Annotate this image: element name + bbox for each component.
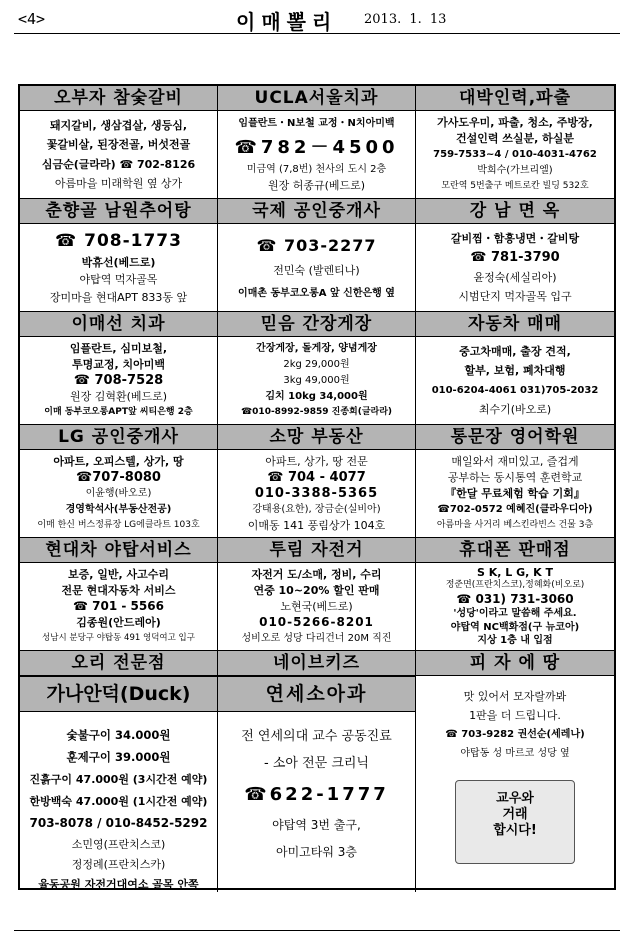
ad-phone: 010-3388-5365 [254,486,379,501]
ad-title: 오부자 참숯갈비 [20,86,217,111]
ad-phone: ☎ 708-7528 [73,373,164,388]
ad-line: 윤정숙(세실리아) [473,270,557,284]
ad-phone: 759-7533~4 / 010-4031-4762 [433,149,597,160]
ad-cell [20,651,218,892]
trade-with-parishioners-stamp [455,780,575,864]
ad-line: 정정례(프란치스카) [71,858,166,871]
stamp-line: 합시다! [493,823,537,838]
ad-title: 투림 자전거 [218,538,415,563]
ad-line: 보증, 일반, 사고수리 [67,568,170,581]
ad-phone: ☎ 031) 731-3060 [456,592,574,607]
ad-cell [416,538,614,651]
ad-line: S K, L G, K T [476,565,554,579]
ad-phone: ☎ 708-1773 [55,230,182,251]
stamp-line: 교우와 [496,791,534,806]
ad-phone: ☎010-8992-9859 진종희(글라라) [240,407,393,417]
ad-cell [218,538,416,651]
ad-cell [416,86,614,199]
ad-phone: 심금순(글라라) ☎ 702-8126 [41,157,196,171]
ad-line: 야탑역 3번 출구, [272,818,361,832]
ad-line: 연중 10~20% 할인 판매 [253,584,380,597]
header-rule [14,33,620,34]
ad-line: 시범단지 먹자골목 입구 [458,289,572,303]
ad-line: 경영학석사(부동산전공) [65,504,172,515]
ad-title: 현대차 야탑서비스 [20,538,217,563]
ad-title: 대박인력,파출 [416,86,614,111]
ad-line: 자전거 도/소매, 정비, 수리 [251,568,382,581]
ad-phone: ☎622-1777 [244,784,389,805]
ad-cell [218,651,416,892]
ad-cell [218,425,416,538]
ad-line: 숯불구이 34.000원 [66,728,171,742]
ad-line: 박휴선(베드로) [81,255,156,269]
ad-line: 전 연세의대 교수 공동진료 [241,729,392,744]
ad-line: 한방백숙 47.000원 (1시간전 예약) [29,795,208,808]
ad-line: 야탑역 NC백화점(구 뉴코아) [450,621,580,633]
ad-phone: ☎782－4500 [234,137,399,159]
ad-line: 진흙구이 47.000원 (3시간전 예약) [29,773,208,786]
ad-line: 3kg 49,000원 [283,375,350,386]
ad-line: 중고차매매, 출장 견적, [459,345,571,359]
ad-line: 매일와서 재미있고, 즐겁게 [451,455,579,468]
newsletter-title: 이매뽈리 [236,10,338,34]
ad-line: 아름마을 사거리 베스킨라빈스 건물 3층 [436,520,594,530]
ad-title: 이매선 치과 [20,312,217,337]
ad-line: 박희수(가브리엘) [477,165,553,176]
ad-phone: ☎ 701 - 5566 [73,599,164,613]
ad-line: 가사도우미, 파출, 청소, 주방장, [437,116,593,129]
ad-line: 임플란트・N보철 교정・N치아미백 [238,117,395,129]
ad-line: 이매동 141 풍림상가 104호 [247,519,386,532]
ad-line: 훈제구이 39.000원 [66,750,171,764]
ad-cell [218,86,416,199]
ad-line: 전문 현대자동차 서비스 [61,584,176,597]
stamp-text [470,791,560,839]
page-number: <4> [18,10,46,28]
ad-line: 원장 김혁환(베드로) [69,390,168,403]
ad-line: 이윤행(바오로) [85,488,152,499]
ad-line: 할부, 보험, 폐차대행 [464,364,566,378]
ad-line: 갈비찜・함흥냉면・갈비탕 [450,232,580,246]
ad-line: 아미고타워 3층 [275,845,357,859]
footer-rule [14,930,620,931]
ad-title: 자동차 매매 [416,312,614,337]
ad-cell [20,199,218,312]
ad-line: 모란역 5번출구 메트로칸 빌딩 532호 [441,181,589,191]
ad-title: 춘향골 남원추어탕 [20,199,217,224]
ad-title: 피 자 에 땅 [416,651,614,676]
ad-phone: ☎ 781-3790 [470,250,560,266]
ad-line: 투명교정, 치아미백 [71,358,165,371]
ad-line: 정준면(프란치스코),정혜화(비오로) [445,580,585,591]
ad-line: 강태용(요한), 장금순(실비아) [252,504,381,515]
ad-line: 돼지갈비, 생삼겹살, 생등심, [49,119,188,133]
ad-line: 노현국(베드로) [280,600,353,613]
ad-title: LG 공인중개사 [20,425,217,450]
ad-phone: ☎ 703-9282 권선순(세레나) [445,729,585,740]
ad-headline: 가나안덕(Duck) [20,676,217,712]
ad-line: 이매 동부코오롱APT앞 씨티은행 2층 [44,407,193,417]
ad-phone: 010-6204-4061 031)705-2032 [431,384,599,396]
ad-line: 김치 10kg 34,000원 [265,391,368,402]
ad-phone: 010-5266-8201 [259,615,374,629]
ad-title: 소망 부동산 [218,425,415,450]
ad-line: '성당'이라고 말씀해 주세요. [453,607,577,619]
ad-line: 『한달 무료체험 학습 기회』 [445,487,585,500]
ad-line: 지상 1층 내 입점 [477,635,553,647]
ad-title: 믿음 간장게장 [218,312,415,337]
ad-line: 미금역 (7,8번) 천사의 도시 2층 [246,163,387,175]
ad-line: 간장게장, 돌게장, 양념게장 [256,343,377,354]
ad-phone: ☎707-8080 [76,470,161,485]
ad-cell [218,312,416,425]
ad-line: 임플란트, 심미보철, [69,342,168,355]
ad-phone: ☎702-0572 예혜진(클라우디아) [437,504,593,515]
ad-line: 장미마을 현대APT 833동 앞 [49,291,188,305]
ad-cell [416,199,614,312]
ad-line: - 소아 전문 크리닉 [264,756,369,771]
ad-line: 건설인력 쓰실분, 하실분 [455,132,575,145]
ad-headline: 연세소아과 [218,676,415,712]
ad-line: 최수기(바오로) [478,402,552,416]
ad-line: 아름마을 미래학원 옆 상가 [54,176,183,190]
ad-title: 오리 전문점 [20,651,217,676]
ad-phone: ☎ 703-2277 [256,235,377,255]
ad-line: 율동공원 자전거대여소 골목 안쪽 [38,878,199,891]
ad-line: 맛 있어서 모자랄까봐 [463,690,567,703]
ad-line: 이매촌 동부코오롱A 앞 신한은행 옆 [238,287,395,299]
ad-title: 강 남 면 옥 [416,199,614,224]
ad-line: 1판을 더 드립니다. [469,709,561,722]
ad-line: 성비오로 성당 다리건너 20M 직진 [241,633,392,644]
ad-cell [20,312,218,425]
ad-cell [20,538,218,651]
ad-phone: 703-8078 / 010-8452-5292 [29,816,208,830]
ad-title: 휴대폰 판매점 [416,538,614,563]
ad-title: 통문장 영어학원 [416,425,614,450]
ad-line: 아파트, 상가, 땅 전문 [265,455,368,468]
ad-line: 전민숙 (발렌티나) [273,264,360,277]
stamp-line: 거래 [502,807,528,822]
ad-cell [416,425,614,538]
ad-grid [18,84,616,890]
ad-line: 이매 한신 버스정류장 LG에클라트 103호 [37,520,200,530]
ad-line: 아파트, 오피스텔, 상가, 땅 [53,455,184,468]
page-header [14,4,620,32]
ad-line: 성남시 분당구 야탑동 491 영덕여고 입구 [42,633,195,643]
ad-cell [416,651,614,892]
ad-line: 야탑동 성 마르코 성당 옆 [460,748,570,759]
ad-line: 소민영(프란치스코) [71,838,166,851]
ad-line: 야탑역 먹자골목 [79,273,158,287]
ad-phone: ☎ 704 - 4077 [267,470,366,485]
ad-line: 2kg 29,000원 [283,359,350,370]
ad-cell [20,86,218,199]
ad-cell [218,199,416,312]
ad-line: 원장 허종규(베드로) [267,179,366,193]
ad-line: 꽃갈비살, 된장전골, 버섯전골 [46,138,191,152]
ad-cell [416,312,614,425]
ad-line: 김종원(안드레아) [76,616,161,629]
ad-line: 공부하는 동시통역 훈련학교 [447,471,583,484]
ad-cell [20,425,218,538]
ad-title: 국제 공인중개사 [218,199,415,224]
ad-title: UCLA서울치과 [218,86,415,111]
issue-date: 2013. 1. 13 [364,12,447,27]
ad-title: 네이브키즈 [218,651,415,676]
